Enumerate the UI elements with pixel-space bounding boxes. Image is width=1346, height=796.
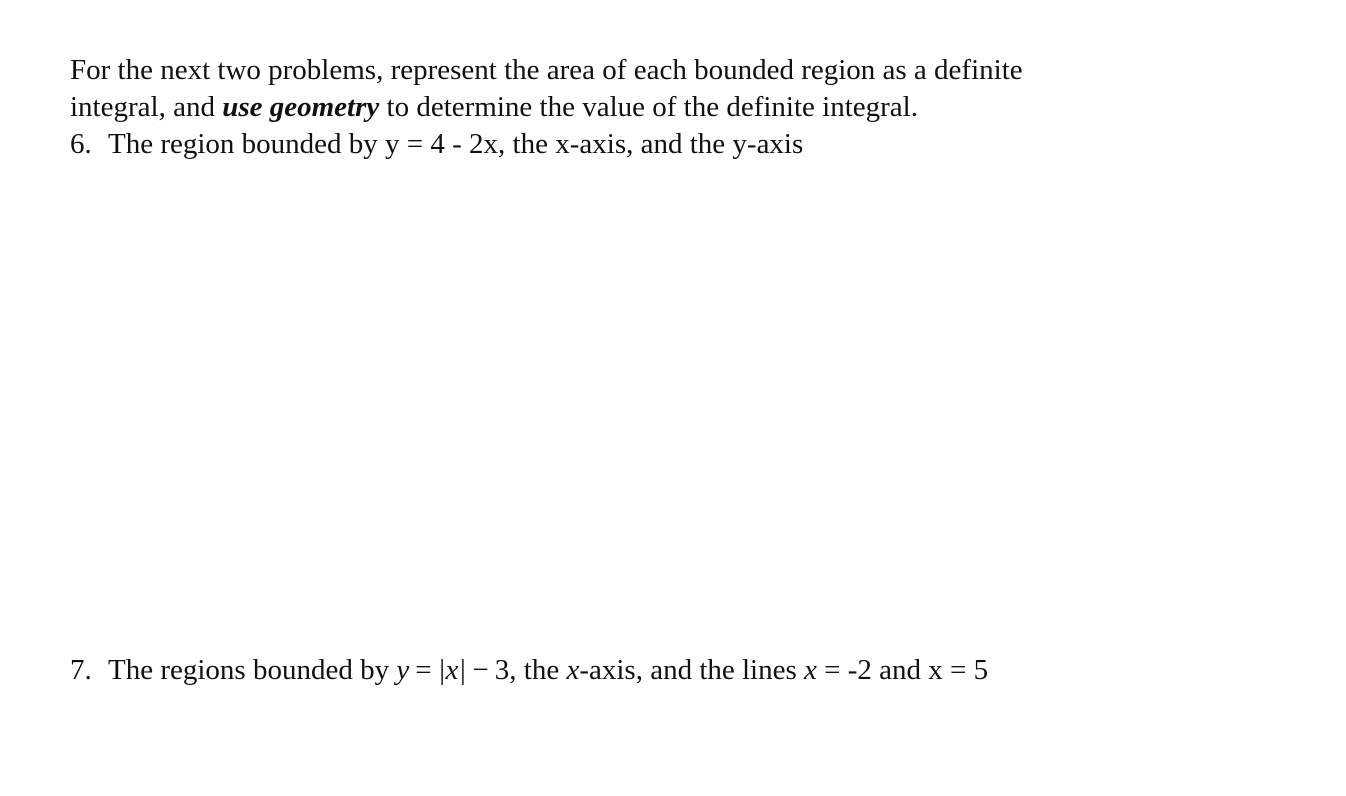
instructions-emphasis: use geometry [222, 91, 380, 123]
problem-7 [70, 652, 988, 689]
problem-7-text-axis: -axis, and the lines [579, 654, 805, 686]
problem-7-text-end: = -2 and x = 5 [816, 654, 989, 686]
instructions-line-2-start: integral, and [70, 91, 223, 123]
problem-6-number: 6. [70, 128, 92, 160]
problem-7-math-equals: = [415, 654, 432, 686]
problem-7-math-x-2: x [804, 654, 817, 686]
instructions-line-2-end: to determine the value of the definite integral. [379, 91, 918, 123]
instructions-line-1: For the next two problems, represent the area of each bounded region as a definite [70, 54, 1023, 86]
problem-7-text-start: The regions bounded by [108, 654, 397, 686]
problem-6 [70, 126, 803, 163]
problem-7-math-abs-x: |x| [437, 654, 467, 686]
problem-7-number: 7. [70, 654, 92, 686]
problem-7-math-x: x [566, 654, 580, 686]
instructions [70, 52, 1270, 126]
problem-6-text: The region bounded by y = 4 - 2x, the x-axis, and the y-axis [108, 128, 804, 160]
problem-7-math-minus: − [472, 654, 489, 686]
instructions-line-2 [70, 89, 1270, 126]
problem-7-text-3: 3, the [494, 654, 567, 686]
problem-7-math-y: y [396, 654, 410, 686]
